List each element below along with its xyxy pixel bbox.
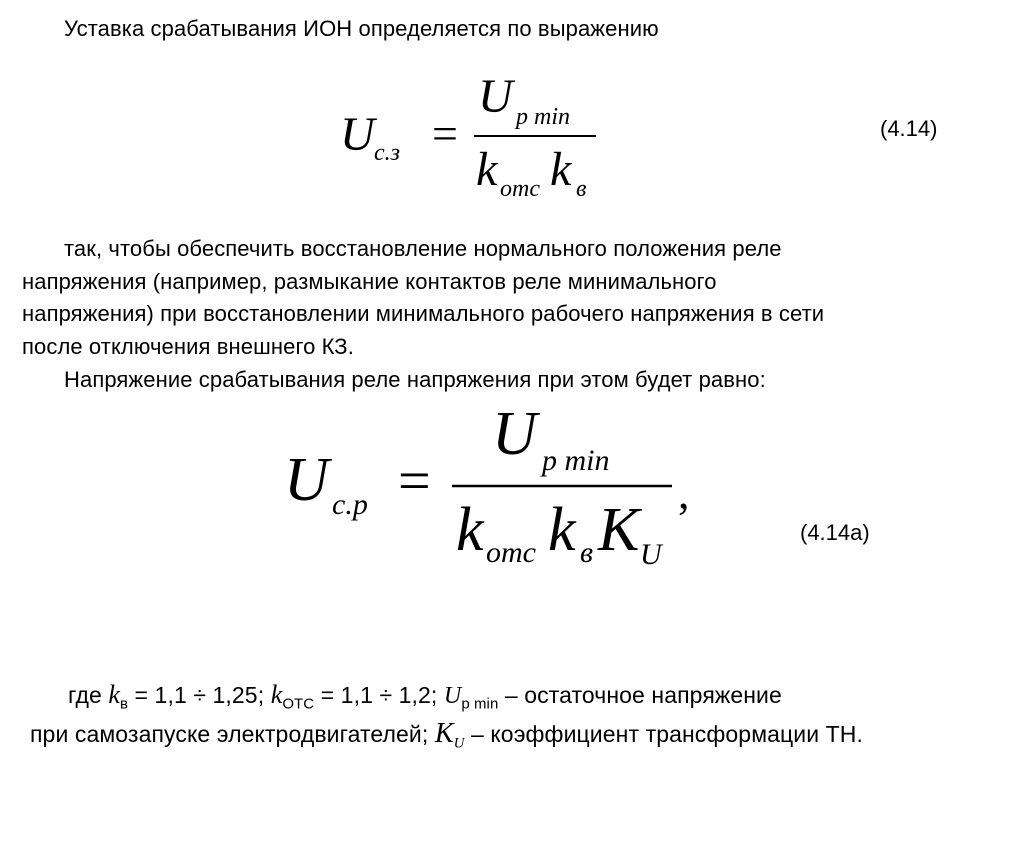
- where-k-sub: в: [120, 695, 129, 713]
- f2-den-K-sub: U: [640, 538, 662, 571]
- f1-eq: =: [432, 108, 458, 159]
- f1-den-k2-sub: в: [576, 176, 587, 202]
- where-K-sub: U: [453, 735, 465, 752]
- where-line2: [30, 718, 863, 753]
- f2-den-k1: k: [456, 496, 484, 564]
- f2-eq: =: [398, 448, 431, 513]
- f2-lhs: U: [284, 446, 329, 514]
- where-tail2: – коэффициент трансформации ТН.: [464, 721, 864, 747]
- para2-line: Напряжение срабатывания реле напряжения при этом будет равно:: [64, 367, 766, 392]
- f1-lhs: U: [340, 108, 375, 161]
- f2-comma: ,: [678, 467, 690, 518]
- where-u-sub: р min: [461, 695, 499, 713]
- where-range1: = 1,1 ÷ 1,25;: [128, 682, 271, 708]
- where-range2: = 1,1 ÷ 1,2;: [314, 682, 444, 708]
- equation-number-4-14a: (4.14а): [800, 520, 870, 545]
- para1-line1: так, чтобы обеспечить восстановление нормального положения реле: [64, 236, 782, 261]
- where-tail1: – остаточное напряжение: [498, 682, 782, 708]
- formula-4-14-svg: [340, 72, 610, 212]
- f1-den-k1: k: [476, 143, 498, 196]
- f2-den-k2: k: [548, 496, 576, 564]
- f1-den-k1-sub: отс: [500, 176, 540, 202]
- formula-4-14a: [280, 408, 710, 588]
- para1-line2: напряжения (например, размыкание контактов реле минимального: [22, 269, 717, 294]
- where-k-symbol: k: [108, 680, 120, 709]
- f2-den-k2-sub: в: [580, 536, 594, 569]
- f2-den-k1-sub: отс: [486, 536, 536, 569]
- where-u-symbol: U: [443, 683, 462, 709]
- formula-4-14a-svg: [280, 408, 710, 588]
- intro-text: Уставка срабатывания ИОН определяется по выражению: [64, 16, 659, 41]
- para1-line3: напряжения) при восстановлении минимального рабочего напряжения в сети: [22, 301, 825, 326]
- f2-lhs-sub: с.р: [332, 488, 368, 521]
- where-head2: при самозапуске электродвигателей;: [30, 721, 435, 747]
- f1-num: U: [478, 72, 513, 123]
- f2-den-K: K: [598, 496, 640, 564]
- where-k2-symbol: k: [270, 680, 283, 709]
- f2-num-sub: p min: [542, 444, 610, 477]
- formula-4-14: [340, 72, 610, 212]
- where-gde: где: [68, 682, 109, 708]
- equation-number-4-14: (4.14): [880, 116, 938, 141]
- where-line1: [68, 680, 782, 713]
- where-k2-sub: ОТС: [282, 695, 315, 713]
- para1-line4: после отключения внешнего КЗ.: [22, 334, 354, 359]
- f1-num-sub: p min: [516, 104, 570, 130]
- where-K-symbol: K: [434, 718, 454, 749]
- f1-den-k2: k: [550, 143, 572, 196]
- f1-lhs-sub: с.з: [374, 140, 401, 166]
- f2-num: U: [492, 408, 537, 468]
